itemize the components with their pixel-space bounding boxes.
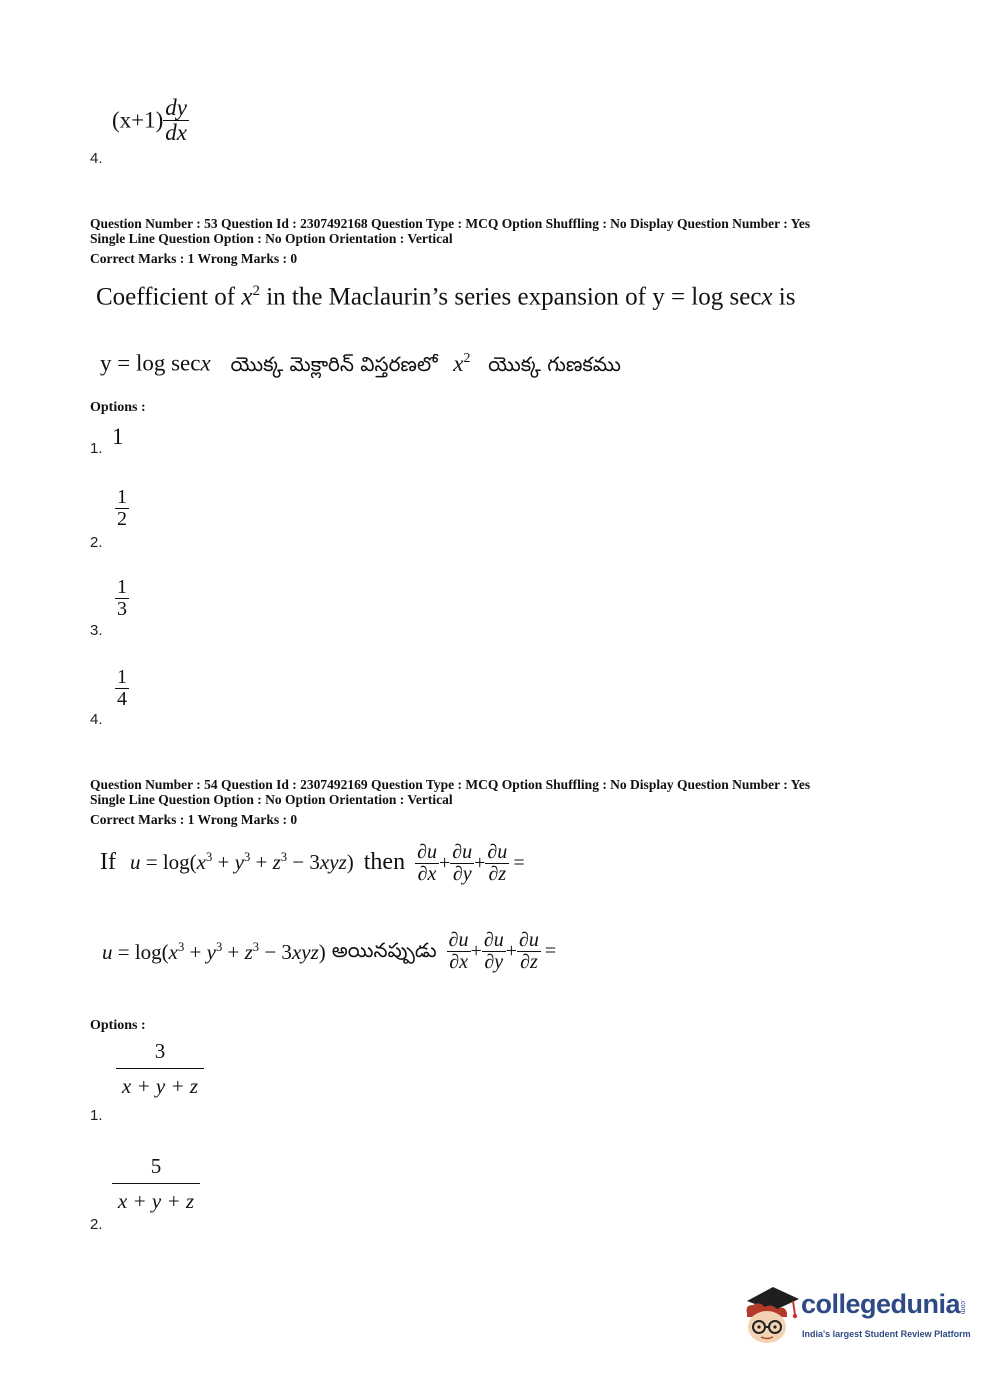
q53-en-text-1: Coefficient of <box>96 283 242 311</box>
q54-te-partials: $\frac{\partial u}{\partial x}$ + $\frac{\partial u}{\partial y}$ + $\frac{\partial u}{\partial z}$ = <box>448 929 557 973</box>
q54-option-1-num: 3 <box>154 1039 166 1063</box>
q53-option-4-fraction[interactable] <box>115 667 129 710</box>
mascot-icon <box>741 1283 801 1351</box>
q53-question-english <box>96 283 795 311</box>
q53-te-var2: x <box>453 350 464 376</box>
q53-option-4-num: 1 <box>117 666 127 688</box>
q54-en-equation: $u = \log(x^3 + y^3 + z^3 - 3xyz)$ <box>129 850 354 875</box>
logo-tagline: India's largest Student Review Platform <box>802 1329 971 1339</box>
q53-en-var: x <box>241 283 253 311</box>
q53-te-exp: 2 <box>463 350 471 365</box>
q53-meta-line1: Question Number : 53 Question Id : 2307492168 Question Type : MCQ Option Shuffling : No Display Question Number : Yes <box>90 216 811 231</box>
prev-option-num: dy <box>165 95 188 120</box>
q53-option-2-number: 2. <box>90 534 103 551</box>
q54-options-label: Options : <box>90 1018 146 1033</box>
q54-en-partials: $\frac{\partial u}{\partial x}$ + $\frac{\partial u}{\partial y}$ + $\frac{\partial u}{\partial z}$ = <box>417 841 525 885</box>
prev-option-number: 4. <box>90 150 103 167</box>
q53-en-text-3: is <box>772 283 796 311</box>
q53-option-2-num: 1 <box>117 486 127 508</box>
q54-option-2-num: 5 <box>150 1154 162 1178</box>
q54-question-english <box>100 842 525 885</box>
q54-option-1-number: 1. <box>90 1107 103 1124</box>
q54-option-2-fraction[interactable] <box>112 1155 200 1212</box>
collegedunia-logo <box>741 1283 971 1351</box>
q54-meta-line3: Correct Marks : 1 Wrong Marks : 0 <box>90 812 298 827</box>
q54-option-2-number: 2. <box>90 1216 103 1233</box>
q53-te-text-1: యొక్క మెక్లారిన్ విస్తరణలో <box>230 351 438 376</box>
q53-en-text-2: in the Maclaurin’s series expansion of y = log sec <box>259 283 762 311</box>
q53-meta-line2: Single Line Question Option : No Option Orientation : Vertical <box>90 231 453 246</box>
q54-option-1-fraction[interactable] <box>116 1040 204 1097</box>
q53-option-1-number: 1. <box>90 440 103 457</box>
q53-option-4-den: 4 <box>117 688 127 710</box>
q53-option-3-number: 3. <box>90 622 103 639</box>
q53-option-3-num: 1 <box>117 576 127 598</box>
q53-te-text-2: యొక్క గుణకము <box>488 351 621 376</box>
q54-option-1-den: x + y + z <box>121 1074 199 1099</box>
q53-question-telugu <box>100 350 621 381</box>
q53-te-var: x <box>200 350 211 376</box>
prev-option-fraction <box>163 96 189 145</box>
prev-option-den: dx <box>165 120 188 146</box>
q54-option-2-den: x + y + z <box>117 1189 195 1214</box>
q53-en-exp: 2 <box>252 283 260 299</box>
q54-en-if: If <box>100 849 116 876</box>
q53-option-2-den: 2 <box>117 508 127 530</box>
q53-te-lhs: y = log sec <box>100 350 201 376</box>
q54-te-equation: $u = \log(x^3 + y^3 + z^3 - 3xyz)$ <box>102 939 326 964</box>
q54-te-cond: అయినప్పుడు <box>331 937 437 962</box>
q54-meta-line1: Question Number : 54 Question Id : 2307492169 Question Type : MCQ Option Shuffling : No Display Question Number : Yes <box>90 777 811 792</box>
q53-en-var2: x <box>761 283 773 311</box>
q54-meta-line2: Single Line Question Option : No Option Orientation : Vertical <box>90 792 453 807</box>
prev-option-coef: (x+1) <box>112 107 164 133</box>
q53-option-3-fraction[interactable] <box>115 577 129 620</box>
q53-option-4-number: 4. <box>90 711 103 728</box>
q53-option-3-den: 3 <box>117 598 127 620</box>
q53-meta-line3: Correct Marks : 1 Wrong Marks : 0 <box>90 251 298 266</box>
q54-en-then: then <box>363 849 406 876</box>
q53-options-label: Options : <box>90 400 146 415</box>
q54-question-telugu <box>102 930 556 973</box>
logo-suffix: .com <box>959 1299 966 1315</box>
logo-name: collegedunia <box>801 1289 961 1319</box>
prev-option-4-math <box>112 96 189 145</box>
q53-option-1-value[interactable]: 1 <box>112 424 124 449</box>
q53-option-2-fraction[interactable] <box>115 487 129 530</box>
